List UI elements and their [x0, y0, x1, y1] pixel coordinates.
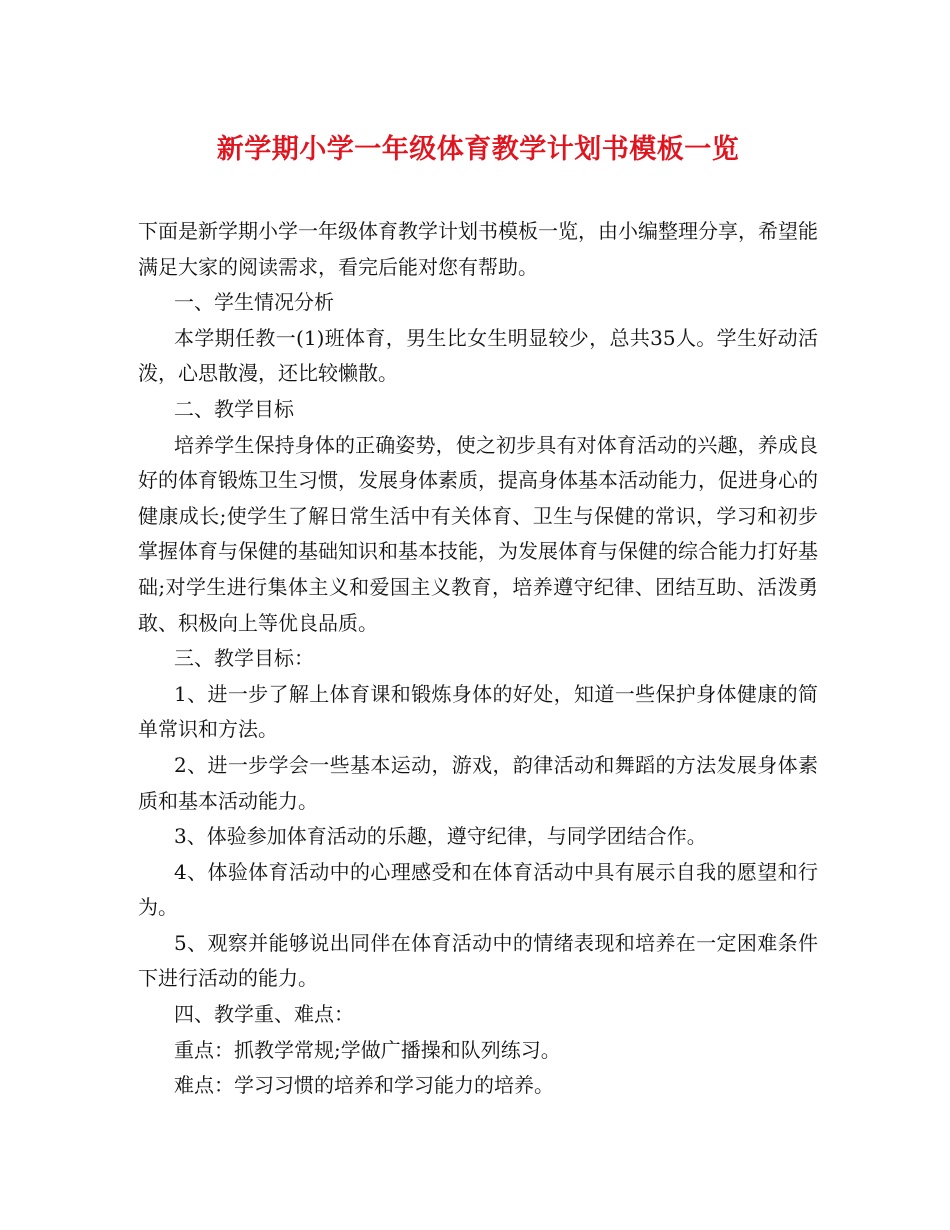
- paragraph: 1、进一步了解上体育课和锻炼身体的好处，知道一些保护身体健康的简单常识和方法。: [138, 681, 818, 742]
- paragraph: 重点：抓教学常规;学做广播操和队列练习。: [174, 1037, 561, 1062]
- paragraph: 一、学生情况分析: [174, 290, 334, 315]
- paragraph: 4、体验体育活动中的心理感受和在体育活动中具有展示自我的愿望和行为。: [138, 859, 818, 920]
- paragraph: 三、教学目标：: [174, 646, 314, 671]
- document-title: 新学期小学一年级体育教学计划书模板一览: [216, 134, 740, 165]
- paragraph: 本学期任教一(1)班体育，男生比女生明显较少，总共35人。学生好动活泼，心思散漫，还比较懒散。: [138, 325, 818, 386]
- document-page: [138, 112, 818, 1104]
- paragraph: 5、观察并能够说出同伴在体育活动中的情绪表现和培养在一定困难条件下进行活动的能力。: [138, 930, 818, 991]
- paragraph: 培养学生保持身体的正确姿势，使之初步具有对体育活动的兴趣，养成良好的体育锻炼卫生习惯，发展身体素质，提高身体基本活动能力，促进身心的健康成长;使学生了解日常生活中有关体育、卫生与保健的常识，学习和初步掌握体育与保健的基础知识和基本技能，为发展体育与保健的综合能力打好基础;对学生进行集体主义和爱国主义教育，培养遵守纪律、团结互助、活泼勇敢、积极向上等优良品质。: [138, 432, 818, 635]
- paragraph: 下面是新学期小学一年级体育教学计划书模板一览，由小编整理分享，希望能满足大家的阅读需求，看完后能对您有帮助。: [138, 219, 818, 279]
- paragraph: 2、进一步学会一些基本运动，游戏，韵律活动和舞蹈的方法发展身体素质和基本活动能力。: [138, 752, 818, 813]
- document-body: [138, 214, 818, 1104]
- paragraph: 3、体验参加体育活动的乐趣，遵守纪律，与同学团结合作。: [174, 824, 707, 849]
- paragraph: 难点：学习习惯的培养和学习能力的培养。: [174, 1073, 554, 1098]
- paragraph: 二、教学目标: [174, 396, 294, 421]
- paragraph: 四、教学重、难点：: [174, 1002, 354, 1027]
